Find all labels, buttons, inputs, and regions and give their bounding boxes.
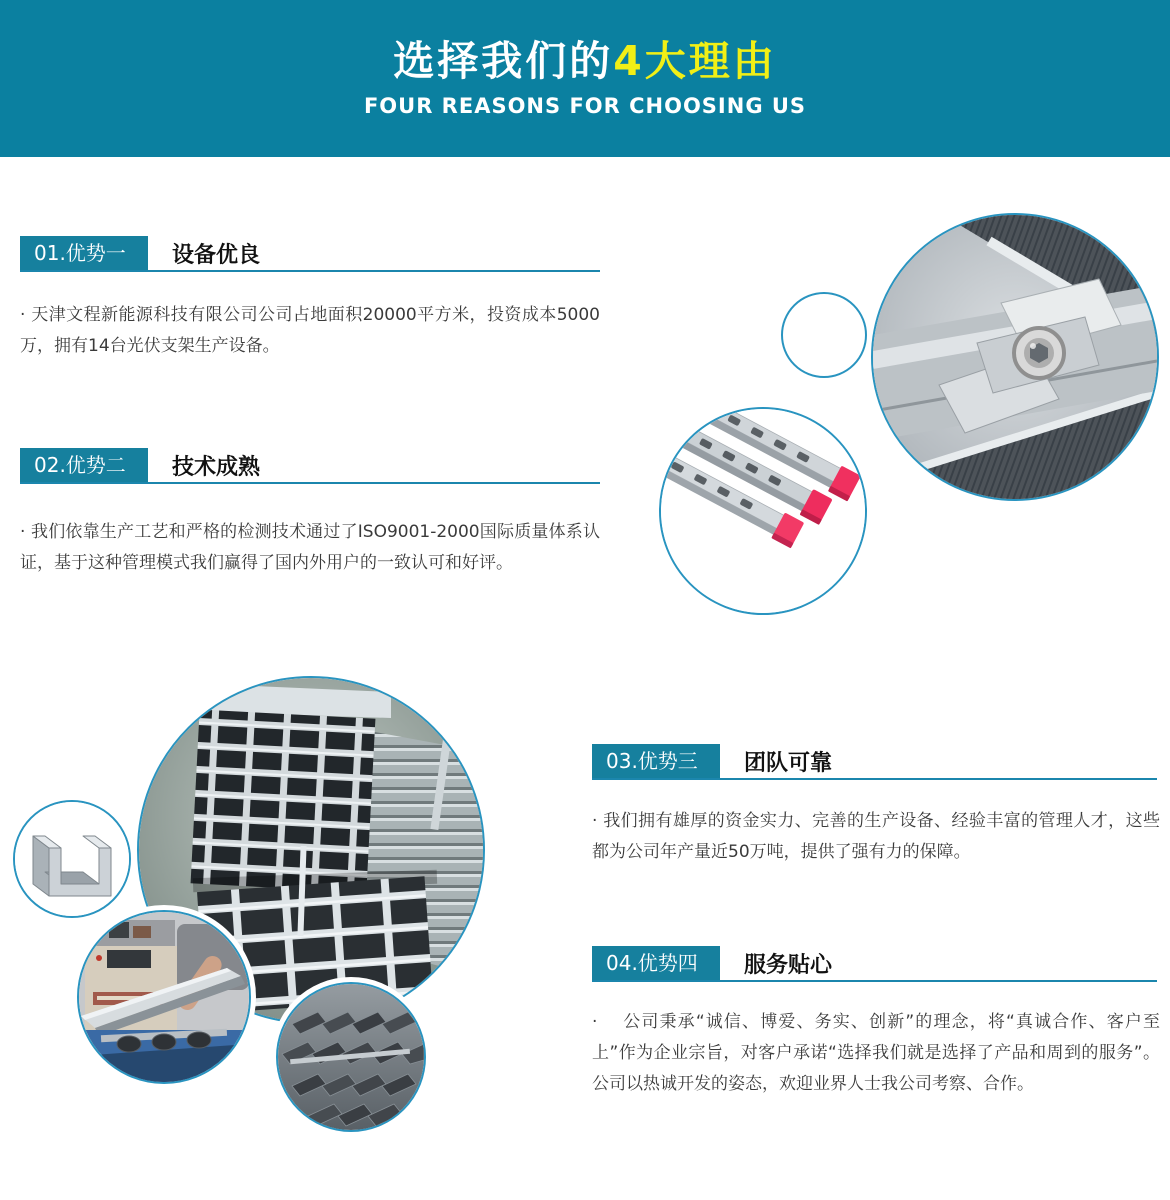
advantage-3-header	[592, 744, 1157, 780]
advantage-4-header	[592, 946, 1157, 982]
advantage-2-title: 技术成熟	[172, 454, 261, 480]
advantage-2-body: · 我们依靠生产工艺和严格的检测技术通过了ISO9001-2000国际质量体系认证，基于这种管理模式我们赢得了国内外用户的一致认可和好评。	[20, 522, 600, 573]
u-channel-photo-circle	[13, 800, 131, 918]
u-channel-profile-photo	[15, 802, 129, 916]
advantage-4-badge: 04.优势四	[592, 946, 720, 980]
advantage-4-title: 服务贴心	[744, 952, 833, 978]
solar-clamp-photo-circle	[871, 213, 1159, 501]
banner-title	[393, 36, 777, 85]
advantage-1-header	[20, 236, 600, 272]
advantage-3-body: · 我们拥有雄厚的资金实力、完善的生产设备、经验丰富的管理人才，这些都为公司年产量近50万吨，提供了强有力的保障。	[592, 811, 1160, 862]
banner	[0, 0, 1170, 157]
advantage-4-body: · 公司秉承“诚信、博爱、务实、创新”的理念，将“真诚合作、客户至上”作为企业宗旨，对客户承诺“选择我们就是选择了产品和周到的服务”。公司以热诚开发的姿态，欢迎业界人士我公司考察、合作。	[592, 1012, 1160, 1094]
advantage-3-title: 团队可靠	[744, 750, 833, 776]
banner-title-highlight: 4大理由	[613, 36, 777, 85]
advantage-3-badge: 03.优势三	[592, 744, 720, 778]
advantage-1-badge: 01.优势一	[20, 236, 148, 270]
decorative-outline-circle	[781, 292, 867, 378]
stacked-angle-steel-photo	[278, 984, 424, 1130]
advantage-1-title: 设备优良	[172, 242, 261, 268]
production-machine-photo	[79, 912, 249, 1082]
banner-title-main: 选择我们的	[393, 36, 614, 85]
advantage-1-body: · 天津文程新能源科技有限公司公司占地面积20000平方米，投资成本5000万，拥有14台光伏支架生产设备。	[20, 305, 600, 356]
banner-subtitle: FOUR REASONS FOR CHOOSING US	[363, 94, 807, 119]
bracket-photo-circle	[659, 407, 867, 615]
advantage-2-badge: 02.优势二	[20, 448, 148, 482]
red-capped-bracket-photo	[661, 409, 865, 613]
dark-stack-photo-circle	[276, 982, 426, 1132]
factory-photo-circle	[77, 910, 251, 1084]
advantage-2-header	[20, 448, 600, 484]
solar-clamp-photo	[873, 215, 1157, 499]
